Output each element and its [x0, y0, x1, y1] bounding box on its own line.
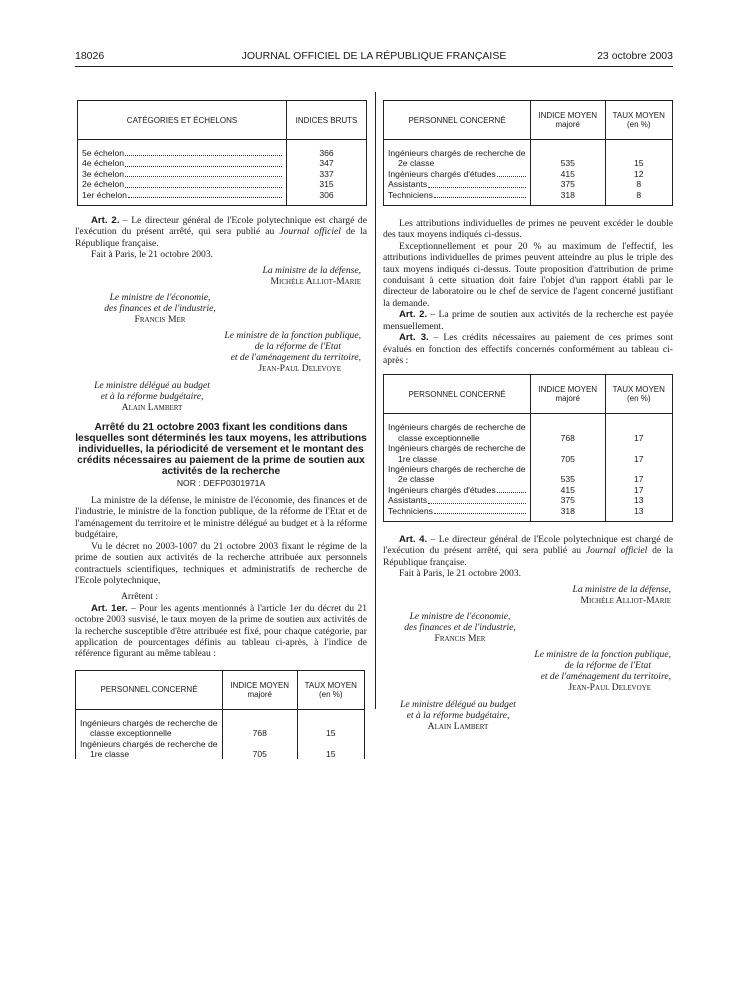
visa-decret: Vu le décret no 2003-1007 du 21 octobre 2003 fixant le régime de la prime de soutien aux activités de la recherche attribuée aux personnels contractuels scientifiques, techniques et administratifs de recherche de l'Ecole polytechnique, — [75, 540, 367, 586]
table-row: Ingénieurs chargés de recherche de 2e classe 535 15 — [384, 148, 673, 169]
signature-defense-2: La ministre de la défense, Michèle Alliot-Marie — [572, 583, 671, 606]
table-row: Ingénieurs chargés d'études 415 17 — [384, 485, 673, 495]
table-row: Ingénieurs chargés de recherche de classe exceptionnelle 768 17 — [384, 422, 673, 443]
article-3-paragraph: Art. 3. – Les crédits nécessaires au paiement de ces primes sont évalués en fonction des effectifs concernés conformément au tableau ci-après : — [383, 332, 673, 366]
header-rule — [75, 66, 673, 67]
col-header-categories: CATÉGORIES ET ÉCHELONS — [78, 101, 287, 140]
table-row: 1er échelon 306 — [78, 190, 367, 200]
signature-economie: Le ministre de l'économie, des finances et de l'industrie, Francis Mer — [104, 291, 216, 325]
signature-fonction-publique-2: Le ministre de la fonction publique, de la réforme de l'Etat et de l'aménagement du territoire, Jean-Paul Delevoye — [534, 648, 671, 693]
column-divider — [375, 92, 376, 709]
nor-reference: NOR : DEFP0301971A — [176, 477, 266, 488]
left-column — [75, 92, 367, 759]
page-number: 18026 — [75, 50, 105, 62]
article-4-paragraph: Art. 4. – Le directeur général de l'Ecole polytechnique est chargé de l'exécution du présent arrêté, qui sera publié au Journal officiel de la République française. — [383, 533, 673, 568]
signature-economie-2: Le ministre de l'économie, des finances et de l'industrie, Francis Mer — [404, 610, 516, 644]
fait-a-paris-2: Fait à Paris, le 21 octobre 2003. — [399, 568, 522, 580]
exception-paragraph: Exceptionnellement et pour 20 % au maximum de l'effectif, les attributions individuelles de primes peuvent atteindre au plus le triple des taux moyens indiqués ci-dessus. Toute proposition d'attribution de prime conduisant à cette situation doit faire l'objet d'un rapport établi par le directeur de laboratoire ou le chef de service de l'agent concerné justifiant la demande. — [383, 240, 673, 309]
table-row: Ingénieurs chargés de recherche de 2e classe 535 17 — [384, 464, 673, 485]
table-row: Techniciens 318 13 — [384, 506, 673, 516]
table-row: Ingénieurs chargés d'études 415 12 — [384, 169, 673, 179]
echelons-table — [77, 100, 367, 206]
table-row: Assistants 375 8 — [384, 179, 673, 189]
table-row: 2e échelon 315 — [78, 179, 367, 189]
issue-date: 23 octobre 2003 — [597, 50, 673, 62]
table-row: 5e échelon 366 — [78, 148, 367, 158]
fait-a-paris: Fait à Paris, le 21 octobre 2003. — [91, 249, 214, 261]
col-header-indices: INDICES BRUTS — [287, 101, 367, 140]
table-row: Ingénieurs chargés de recherche de classe exceptionnelle 768 15 — [76, 718, 365, 739]
table-row: 4e échelon 347 — [78, 158, 367, 168]
plafond-paragraph: Les attributions individuelles de primes ne peuvent excéder le double des taux moyens indiqués ci-dessus. — [383, 218, 673, 241]
article-1-paragraph: Art. 1er. – Pour les agents mentionnés à l'article 1er du décret du 21 octobre 2003 susvisé, le taux moyen de la prime de soutien aux activités de la recherche susceptible d'être attribuée est fixé, pour chaque catégorie, par application de pourcentages définis au tableau ci-après, à l'indice de référence figurant au même tableau : — [75, 602, 368, 660]
table-row: Ingénieurs chargés de recherche de 1re classe 705 15 — [76, 739, 365, 760]
table-row: 3e échelon 337 — [78, 169, 367, 179]
visa-ministres: La ministre de la défense, le ministre de l'économie, des finances et de l'industrie, le ministre de la fonction publique, de la réforme de l'Etat et de l'aménagement du territoire et le ministre délégué au budget et à la réforme budgétaire, — [75, 495, 367, 541]
signature-budget: Le ministre délégué au budget et à la réforme budgétaire, Alain Lambert — [94, 379, 210, 413]
signature-budget-2: Le ministre délégué au budget et à la réforme budgétaire, Alain Lambert — [400, 698, 516, 732]
table-row: Ingénieurs chargés de recherche de 1re classe 705 17 — [384, 443, 673, 464]
arrete-title: Arrêté du 21 octobre 2003 fixant les conditions dans lesquelles sont déterminés les taux moyens, les attributions individuelles, la périodicité de versement et le montant des crédits nécessaires au paiement de la prime de soutien aux activités de la recherche — [75, 421, 367, 478]
signature-defense: La ministre de la défense, Michèle Alliot-Marie — [262, 264, 361, 287]
journal-title: JOURNAL OFFICIEL DE LA RÉPUBLIQUE FRANÇAISE — [241, 50, 507, 62]
credits-table: PERSONNEL CONCERNÉ INDICE MOYEN majoré TAUX MOYEN (en %) Ingénieurs chargés de recherche de classe exceptionnelle 768 17 Ingénieurs chargés de recherche de 1re classe 705 17 Ingénieurs chargés de recherche de 2e classe 535 17 Ingénieurs chargés d'études 415 17 Assistants 375 13 Techniciens 318 13 — [383, 374, 673, 522]
prime-table-part1: PERSONNEL CONCERNÉ INDICE MOYEN majoré TAUX MOYEN (en %) Ingénieurs chargés de recherche de classe exceptionnelle 768 15 Ingénieurs chargés de recherche de 1re classe 705 15 — [75, 670, 365, 760]
signature-fonction-publique: Le ministre de la fonction publique, de la réforme de l'Etat et de l'aménagement du territoire, Jean-Paul Delevoye — [224, 329, 361, 374]
table-row: Techniciens 318 8 — [384, 190, 673, 200]
table-row: Assistants 375 13 — [384, 495, 673, 505]
arretent: Arrêtent : — [121, 591, 159, 603]
right-column — [383, 92, 673, 732]
article-2-paragraph: Art. 2. – Le directeur général de l'Ecole polytechnique est chargé de l'exécution du présent arrêté, qui sera publié au Journal officiel de la République française. — [75, 215, 368, 249]
prime-table-part2: PERSONNEL CONCERNÉ INDICE MOYEN majoré TAUX MOYEN (en %) Ingénieurs chargés de recherche de 2e classe 535 15 Ingénieurs chargés d'études 415 12 Assistants 375 8 Techniciens 318 8 — [383, 100, 673, 206]
article-2-periodicite: Art. 2. – La prime de soutien aux activités de la recherche est payée mensuellement. — [383, 309, 673, 332]
